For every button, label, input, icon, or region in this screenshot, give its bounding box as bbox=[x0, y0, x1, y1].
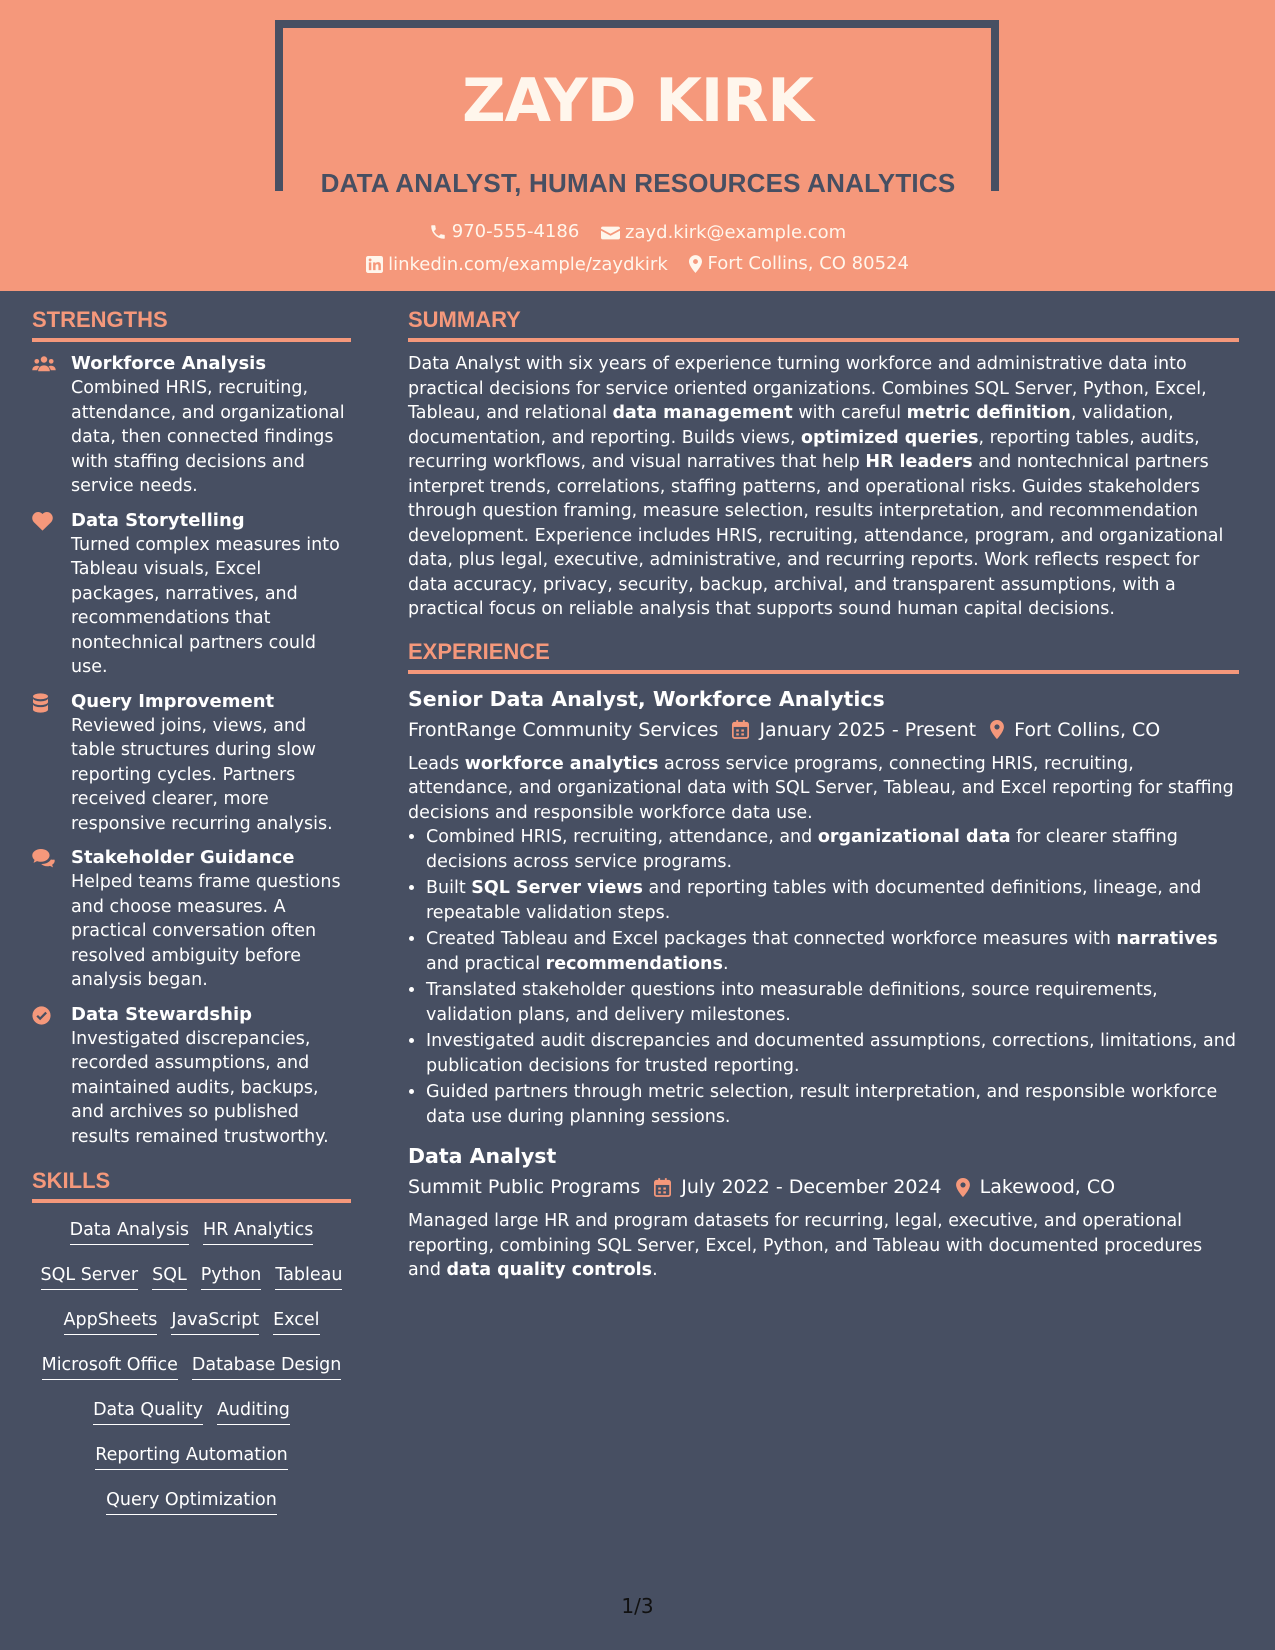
job-entry bbox=[408, 684, 1239, 1130]
job-bullets bbox=[408, 825, 1239, 1129]
job-location: Fort Collins, CO bbox=[1014, 718, 1161, 741]
job-entry bbox=[408, 1141, 1239, 1283]
strengths-list bbox=[32, 352, 351, 1149]
strength-title: Workforce Analysis bbox=[71, 353, 267, 374]
linkedin-icon bbox=[366, 256, 383, 273]
job-meta bbox=[408, 714, 1239, 746]
skills-heading: SKILLS bbox=[32, 1163, 351, 1203]
envelope-icon bbox=[601, 225, 620, 241]
bullet-item: • Translated stakeholder questions into measurable definitions, source requirements, validation plans, and delivery milestones. bbox=[426, 978, 1239, 1027]
job-company: FrontRange Community Services bbox=[408, 718, 719, 741]
bullet-item: • Investigated audit discrepancies and documented assumptions, corrections, limitations, and publication decisions for trusted reporting. bbox=[426, 1029, 1239, 1078]
skill-row bbox=[32, 1307, 351, 1340]
strength-title: Stakeholder Guidance bbox=[71, 847, 295, 868]
skill-tag: SQL bbox=[152, 1262, 187, 1290]
skill-tag: Auditing bbox=[217, 1397, 290, 1425]
phone-text: 970-555-4186 bbox=[451, 221, 580, 242]
bullet-item: • Combined HRIS, recruiting, attendance, and organizational data for clearer staffing decisions across service programs. bbox=[426, 825, 1239, 874]
strength-description: Helped teams frame questions and choose measures. A practical conversation often resolved ambiguity before analysis began. bbox=[71, 872, 341, 990]
bullet-item: • Created Tableau and Excel packages that connected workforce measures with narratives and practical recommendations. bbox=[426, 927, 1239, 976]
skill-tag: Microsoft Office bbox=[42, 1352, 178, 1380]
linkedin-text: linkedin.com/example/zaydkirk bbox=[388, 253, 668, 275]
strength-description: Investigated discrepancies, recorded assumptions, and maintained audits, backups, and archives so published results remained trustworthy. bbox=[71, 1028, 329, 1147]
phone-icon bbox=[429, 223, 447, 241]
bullet-item: • Guided partners through metric selection, result interpretation, and responsible workforce data use during planning sessions. bbox=[426, 1080, 1239, 1129]
skill-tag: Tableau bbox=[275, 1262, 342, 1290]
skill-row bbox=[32, 1352, 351, 1385]
skill-tag: Excel bbox=[273, 1307, 319, 1335]
skill-tag: Database Design bbox=[192, 1352, 342, 1380]
email-item[interactable] bbox=[601, 220, 846, 246]
location-text: Fort Collins, CO 80524 bbox=[707, 253, 909, 274]
summary-heading: SUMMARY bbox=[408, 302, 1239, 342]
strength-item bbox=[32, 690, 351, 837]
users-icon bbox=[32, 355, 56, 375]
strength-title: Query Improvement bbox=[71, 690, 275, 712]
skill-tag: HR Analytics bbox=[203, 1217, 313, 1245]
skill-row bbox=[32, 1262, 351, 1295]
strength-title: Data Stewardship bbox=[71, 1003, 253, 1025]
summary-text: Data Analyst with six years of experience turning workforce and administrative data into practical decisions for service oriented organizations. Combines SQL Server, Python, Excel, Tableau, and relational data management with careful metric definition, validation, documentation, and reporting. Builds views, optimized queries, reporting tables, audits, recurring workflows, and visual narratives that help HR leaders and nontechnical partners interpret trends, correlations, staffing patterns, and operational risks. Guides stakeholders through question framing, measure selection, results interpretation, and recommendation development. Experience includes HRIS, recruiting, attendance, program, and organizational data, plus legal, executive, administrative, and recurring reports. Work reflects respect for data accuracy, privacy, security, backup, archival, and transparent assumptions, with a practical focus on reliable analysis that supports sound human capital decisions. bbox=[408, 354, 1224, 619]
strength-item bbox=[32, 846, 351, 993]
job-description: Leads workforce analytics across service programs, connecting HRIS, recruiting, attendance, and organizational data with SQL Server, Tableau, and Excel reporting for staffing decisions and responsible workforce data use. bbox=[408, 753, 1234, 823]
role-title: DATA ANALYST, HUMAN RESOURCES ANALYTICS bbox=[320, 168, 956, 198]
skill-tag: SQL Server bbox=[41, 1262, 139, 1290]
strength-item bbox=[32, 1003, 351, 1150]
calendar-icon bbox=[732, 720, 749, 739]
job-title: Senior Data Analyst, Workforce Analytics bbox=[408, 686, 885, 711]
experience-heading: EXPERIENCE bbox=[408, 634, 1239, 674]
skill-row bbox=[32, 1217, 351, 1250]
strengths-heading: STRENGTHS bbox=[32, 302, 351, 342]
map-pin-icon bbox=[689, 255, 702, 273]
check-circle-icon bbox=[32, 1006, 56, 1026]
strength-description: Turned complex measures into Tableau visuals, Excel packages, narratives, and recommendations that nontechnical partners could use. bbox=[71, 534, 340, 677]
contact-row-1 bbox=[0, 219, 1275, 249]
heart-icon bbox=[32, 512, 56, 532]
comments-icon bbox=[32, 849, 56, 869]
job-dates: July 2022 - December 2024 bbox=[681, 1176, 942, 1198]
candidate-name: ZAYD KIRK bbox=[462, 66, 813, 136]
skill-tag: JavaScript bbox=[171, 1307, 259, 1335]
experience-list bbox=[408, 684, 1239, 1283]
strength-description: Combined HRIS, recruiting, attendance, and organizational data, then connected findings with staffing decisions and service needs. bbox=[71, 378, 345, 496]
left-column bbox=[32, 302, 351, 1532]
job-description: Managed large HR and program datasets for recurring, legal, executive, and operational reporting, combining SQL Server, Excel, Python, and Tableau with documented procedures and data quality controls. bbox=[408, 1211, 1203, 1280]
calendar-icon bbox=[654, 1178, 671, 1197]
job-title: Data Analyst bbox=[408, 1144, 557, 1168]
job-location: Lakewood, CO bbox=[979, 1176, 1116, 1198]
strength-item bbox=[32, 509, 351, 680]
header-band bbox=[0, 0, 1275, 291]
skill-row bbox=[32, 1397, 351, 1430]
skill-tag: Data Analysis bbox=[70, 1217, 189, 1245]
strength-title: Data Storytelling bbox=[71, 509, 245, 531]
phone-item[interactable] bbox=[429, 219, 580, 245]
skill-row bbox=[32, 1442, 351, 1475]
skill-tag: Reporting Automation bbox=[95, 1442, 288, 1470]
location-item bbox=[689, 251, 908, 277]
bullet-item: • Built SQL Server views and reporting tables with documented definitions, lineage, and repeatable validation steps. bbox=[426, 876, 1239, 925]
page-number: 1/3 bbox=[621, 1594, 654, 1618]
job-dates: January 2025 - Present bbox=[759, 718, 977, 741]
skills-list bbox=[32, 1213, 351, 1520]
database-icon bbox=[32, 693, 56, 713]
right-column bbox=[408, 302, 1239, 1295]
skill-tag: AppSheets bbox=[64, 1307, 158, 1335]
contact-row-2 bbox=[0, 251, 1275, 281]
skill-tag: Python bbox=[201, 1262, 262, 1290]
skill-tag: Query Optimization bbox=[106, 1487, 277, 1515]
skill-tag: Data Quality bbox=[93, 1397, 203, 1425]
email-text: zayd.kirk@example.com bbox=[625, 222, 847, 243]
job-company: Summit Public Programs bbox=[408, 1176, 641, 1198]
linkedin-item[interactable] bbox=[366, 252, 668, 278]
map-pin-icon bbox=[990, 720, 1004, 739]
skill-row bbox=[32, 1487, 351, 1520]
job-meta bbox=[408, 1171, 1239, 1203]
strength-description: Reviewed joins, views, and table structures during slow reporting cycles. Partners received clearer, more responsive recurring analysis. bbox=[71, 715, 333, 834]
role-title-wrap bbox=[301, 160, 975, 206]
map-pin-icon bbox=[956, 1178, 970, 1197]
strength-item bbox=[32, 352, 351, 499]
